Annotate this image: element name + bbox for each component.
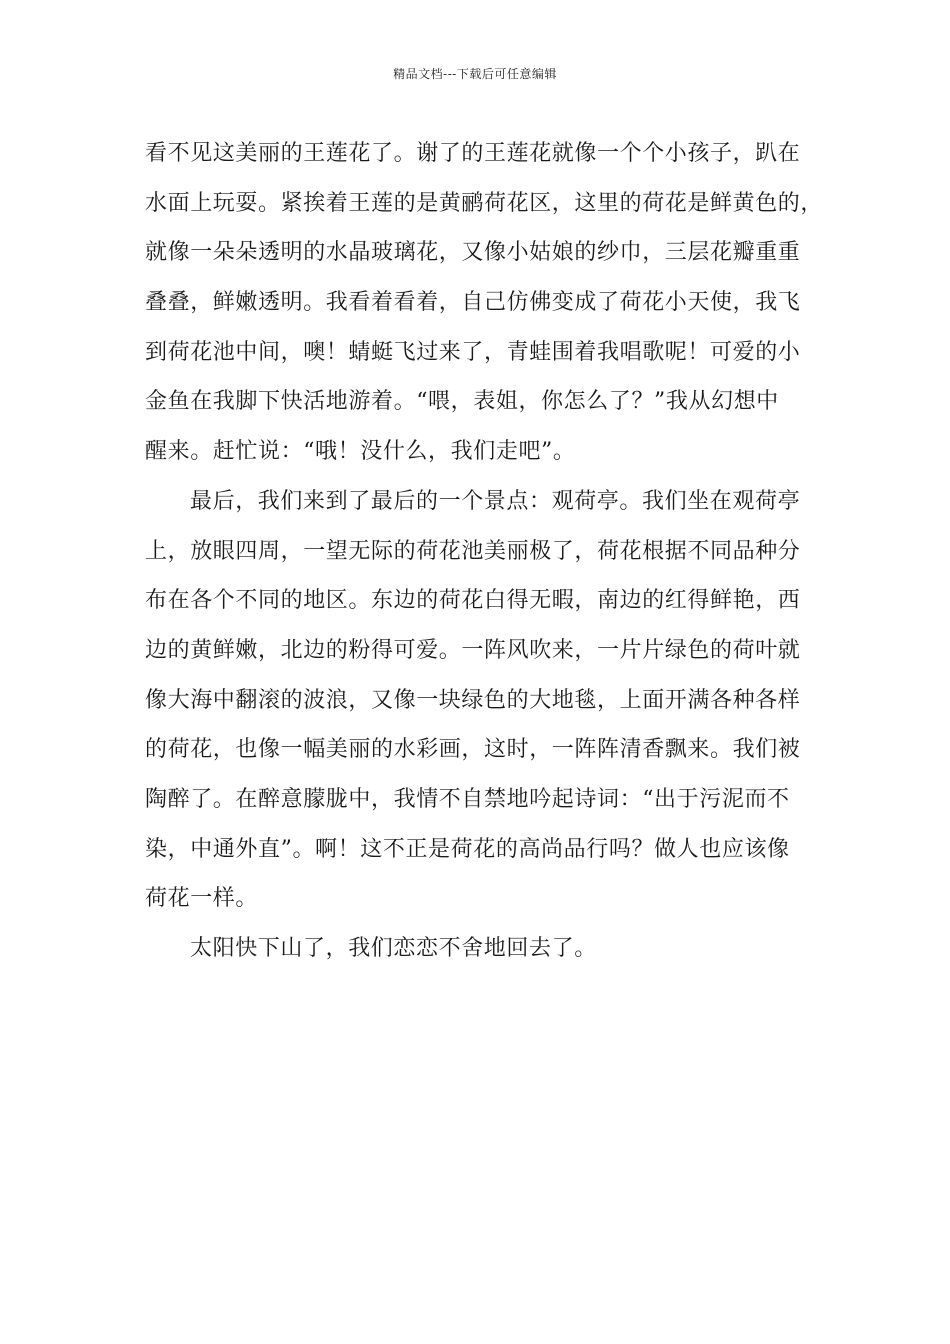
- body-text: [145, 129, 825, 974]
- text-line: 染，中通外直”。啊！这不正是荷花的高尚品行吗？做人也应该像: [145, 836, 790, 862]
- text-line: 看不见这美丽的王莲花了。谢了的王莲花就像一个个小孩子，趴在: [145, 141, 801, 166]
- page-header: 精品文档---下载后可任意编辑: [393, 67, 557, 81]
- text-line: 最后，我们来到了最后的一个景点：观荷亭。我们坐在观荷亭: [190, 488, 801, 514]
- text-line: 叠叠，鲜嫩透明。我看着看着，自己仿佛变成了荷花小天使，我飞: [145, 290, 801, 316]
- text-line: 像大海中翻滚的波浪，又像一块绿色的大地毯，上面开满各种各样: [145, 687, 801, 713]
- text-line: 到荷花池中间，噢！蜻蜓飞过来了，青蛙围着我唱歌呢！可爱的小: [145, 339, 801, 365]
- text-line: 布在各个不同的地区。东边的荷花白得无暇，南边的红得鲜艳，西: [145, 588, 801, 614]
- text-line: 陶醉了。在醉意朦胧中，我情不自禁地吟起诗词：“出于污泥而不: [145, 786, 790, 812]
- text-line: 太阳快下山了，我们恋恋不舍地回去了。: [190, 936, 597, 961]
- text-line: 上，放眼四周，一望无际的荷花池美丽极了，荷花根据不同品种分: [145, 538, 801, 564]
- text-line: 醒来。赶忙说：“哦！没什么，我们走吧”。: [145, 439, 576, 465]
- text-line: 荷花一样。: [145, 886, 259, 912]
- paragraph: [145, 477, 825, 924]
- paragraph: [145, 924, 825, 974]
- text-line: 的荷花，也像一幅美丽的水彩画，这时，一阵阵清香飘来。我们被: [145, 737, 801, 763]
- text-line: 就像一朵朵透明的水晶玻璃花，又像小姑娘的纱巾，三层花瓣重重: [145, 240, 801, 266]
- text-line: 金鱼在我脚下快活地游着。“喂，表姐，你怎么了？”我从幻想中: [145, 389, 779, 415]
- text-line: 边的黄鲜嫩，北边的粉得可爱。一阵风吹来，一片片绿色的荷叶就: [145, 637, 801, 663]
- paragraph: [145, 129, 825, 477]
- text-line: 水面上玩耍。紧挨着王莲的是黄鹂荷花区，这里的荷花是鲜黄色的，: [145, 190, 824, 216]
